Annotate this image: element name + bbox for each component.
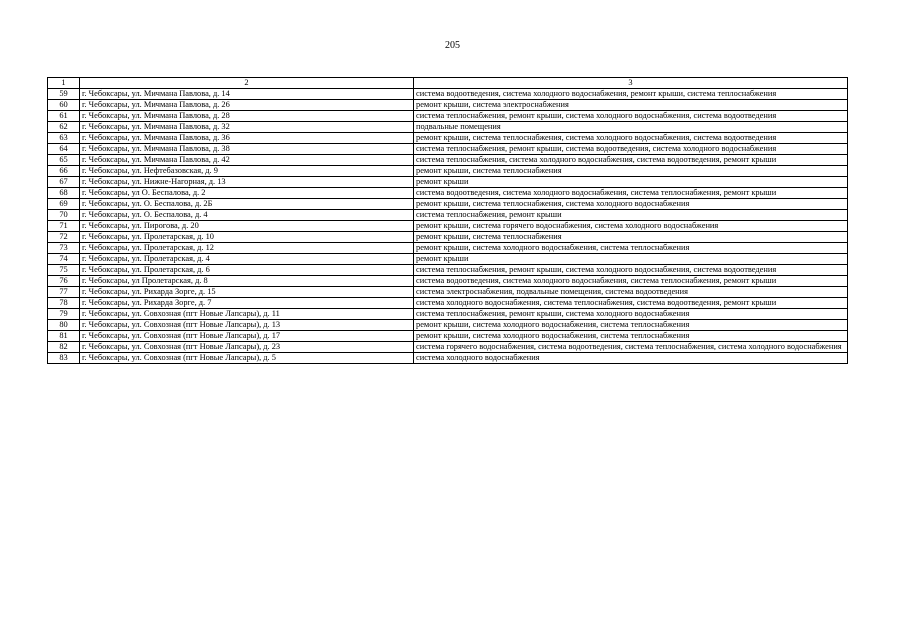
row-number-cell: 72 [48,232,80,243]
row-number-cell: 80 [48,320,80,331]
address-cell: г. Чебоксары, ул. Нижне-Нагорная, д. 13 [80,177,414,188]
works-cell: система теплоснабжения, ремонт крыши [414,210,848,221]
page-number: 205 [445,40,460,51]
address-cell: г. Чебоксары, ул. Рихарда Зорге, д. 7 [80,298,414,309]
works-cell: система горячего водоснабжения, система водоотведения, система теплоснабжения, система холодного водоснабжения [414,342,848,353]
table-row [48,144,848,155]
table-row [48,298,848,309]
address-cell: г. Чебоксары, ул. Мичмана Павлова, д. 32 [80,122,414,133]
table-row [48,177,848,188]
column-header-1: 1 [48,78,80,89]
row-number-cell: 69 [48,199,80,210]
table-row [48,254,848,265]
works-cell: система теплоснабжения, ремонт крыши, система холодного водоснабжения, система водоотведения [414,111,848,122]
works-cell: система водоотведения, система холодного водоснабжения, система теплоснабжения, ремонт крыши [414,188,848,199]
address-cell: г. Чебоксары, ул. Пирогова, д. 20 [80,221,414,232]
table-row [48,188,848,199]
row-number-cell: 62 [48,122,80,133]
row-number-cell: 67 [48,177,80,188]
address-cell: г. Чебоксары, ул. Совхозная (пгт Новые Лапсары), д. 13 [80,320,414,331]
address-cell: г. Чебоксары, ул. Совхозная (пгт Новые Лапсары), д. 23 [80,342,414,353]
row-number-cell: 79 [48,309,80,320]
table-row [48,221,848,232]
table-row [48,309,848,320]
works-cell: система холодного водоснабжения, система теплоснабжения, система водоотведения, ремонт крыши [414,298,848,309]
works-cell: ремонт крыши, система холодного водоснабжения, система теплоснабжения [414,243,848,254]
table-row [48,232,848,243]
works-cell: ремонт крыши, система холодного водоснабжения, система теплоснабжения [414,320,848,331]
address-cell: г. Чебоксары, ул. Нефтебазовская, д. 9 [80,166,414,177]
address-cell: г. Чебоксары, ул. Мичмана Павлова, д. 38 [80,144,414,155]
table-row [48,342,848,353]
table-row [48,265,848,276]
works-cell: ремонт крыши, система холодного водоснабжения, система теплоснабжения [414,331,848,342]
table-row [48,320,848,331]
works-cell: ремонт крыши, система горячего водоснабжения, система холодного водоснабжения [414,221,848,232]
address-cell: г. Чебоксары, ул. Рихарда Зорге, д. 15 [80,287,414,298]
works-cell: система теплоснабжения, ремонт крыши, система холодного водоснабжения, система водоотведения [414,265,848,276]
table-row [48,353,848,364]
works-cell: система холодного водоснабжения [414,353,848,364]
row-number-cell: 66 [48,166,80,177]
row-number-cell: 77 [48,287,80,298]
row-number-cell: 64 [48,144,80,155]
works-cell: система водоотведения, система холодного водоснабжения, ремонт крыши, система теплоснабжения [414,89,848,100]
table-row [48,155,848,166]
works-cell: система теплоснабжения, система холодного водоснабжения, система водоотведения, ремонт крыши [414,155,848,166]
row-number-cell: 81 [48,331,80,342]
address-cell: г. Чебоксары, ул Пролетарская, д. 8 [80,276,414,287]
row-number-cell: 61 [48,111,80,122]
works-cell: система водоотведения, система холодного водоснабжения, система теплоснабжения, ремонт крыши [414,276,848,287]
address-cell: г. Чебоксары, ул. Совхозная (пгт Новые Лапсары), д. 17 [80,331,414,342]
table-row [48,287,848,298]
address-cell: г. Чебоксары, ул. Мичмана Павлова, д. 14 [80,89,414,100]
row-number-cell: 63 [48,133,80,144]
table-row [48,276,848,287]
table-row [48,111,848,122]
row-number-cell: 73 [48,243,80,254]
works-cell: ремонт крыши [414,254,848,265]
table-row [48,331,848,342]
row-number-cell: 82 [48,342,80,353]
address-cell: г. Чебоксары, ул. Мичмана Павлова, д. 36 [80,133,414,144]
works-cell: ремонт крыши, система теплоснабжения, система холодного водоснабжения, система водоотведения [414,133,848,144]
address-cell: г. Чебоксары, ул. Пролетарская, д. 6 [80,265,414,276]
address-cell: г. Чебоксары, ул. Совхозная (пгт Новые Лапсары), д. 11 [80,309,414,320]
table-row [48,243,848,254]
row-number-cell: 68 [48,188,80,199]
table-row [48,210,848,221]
column-header-3: 3 [414,78,848,89]
address-cell: г. Чебоксары, ул. О. Беспалова, д. 4 [80,210,414,221]
table-row [48,100,848,111]
row-number-cell: 76 [48,276,80,287]
works-cell: ремонт крыши, система электроснабжения [414,100,848,111]
houses-table [47,77,848,364]
works-cell: система теплоснабжения, ремонт крыши, система холодного водоснабжения [414,309,848,320]
address-cell: г. Чебоксары, ул. Пролетарская, д. 10 [80,232,414,243]
works-cell: ремонт крыши [414,177,848,188]
address-cell: г. Чебоксары, ул. Совхозная (пгт Новые Лапсары), д. 5 [80,353,414,364]
table-row [48,89,848,100]
table-row [48,122,848,133]
works-cell: ремонт крыши, система теплоснабжения, система холодного водоснабжения [414,199,848,210]
row-number-cell: 59 [48,89,80,100]
works-cell: подвальные помещения [414,122,848,133]
address-cell: г. Чебоксары, ул О. Беспалова, д. 2 [80,188,414,199]
row-number-cell: 78 [48,298,80,309]
address-cell: г. Чебоксары, ул. Мичмана Павлова, д. 42 [80,155,414,166]
address-cell: г. Чебоксары, ул. Мичмана Павлова, д. 26 [80,100,414,111]
row-number-cell: 60 [48,100,80,111]
row-number-cell: 71 [48,221,80,232]
address-cell: г. Чебоксары, ул. Пролетарская, д. 4 [80,254,414,265]
works-cell: система электроснабжения, подвальные помещения, система водоотведения [414,287,848,298]
works-cell: ремонт крыши, система теплоснабжения [414,232,848,243]
column-header-2: 2 [80,78,414,89]
works-cell: ремонт крыши, система теплоснабжения [414,166,848,177]
address-cell: г. Чебоксары, ул. Пролетарская, д. 12 [80,243,414,254]
address-cell: г. Чебоксары, ул. О. Беспалова, д. 2Б [80,199,414,210]
row-number-cell: 70 [48,210,80,221]
table-row [48,199,848,210]
address-cell: г. Чебоксары, ул. Мичмана Павлова, д. 28 [80,111,414,122]
row-number-cell: 65 [48,155,80,166]
table-header-row [48,78,848,89]
row-number-cell: 75 [48,265,80,276]
row-number-cell: 83 [48,353,80,364]
table-row [48,133,848,144]
table-body [48,89,848,364]
works-cell: система теплоснабжения, ремонт крыши, система водоотведения, система холодного водоснабжения [414,144,848,155]
table-row [48,166,848,177]
row-number-cell: 74 [48,254,80,265]
